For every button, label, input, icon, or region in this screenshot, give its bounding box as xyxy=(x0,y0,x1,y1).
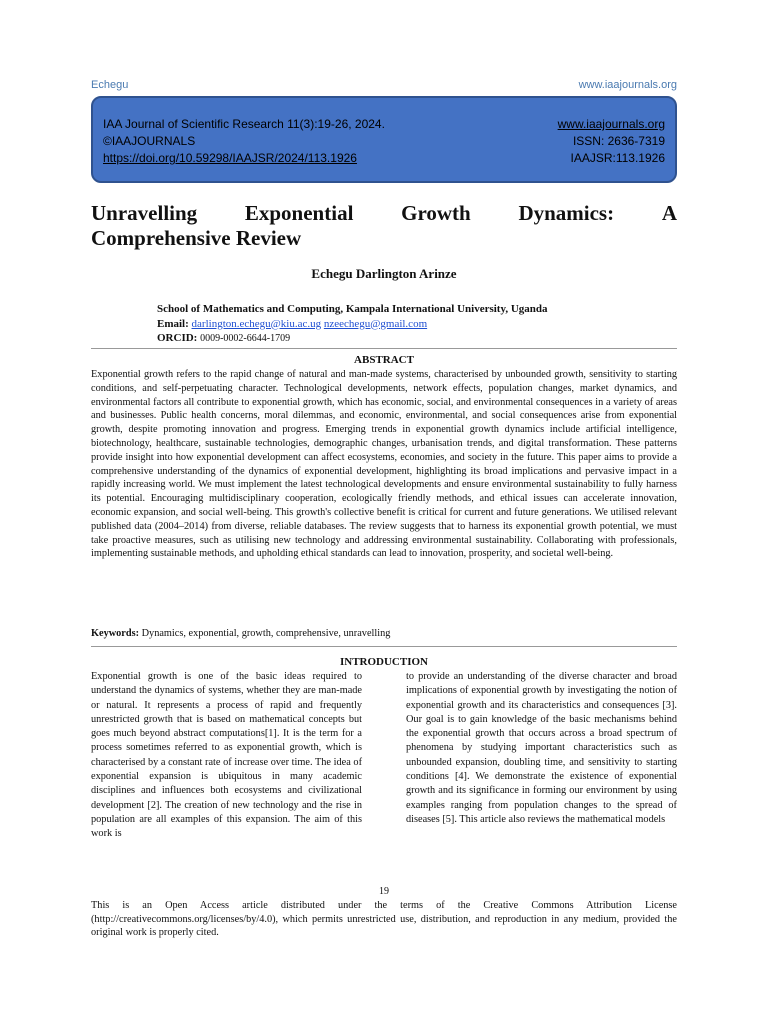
introduction-column-right: to provide an understanding of the diverse character and broad implications of exponential growth by investigating the notion of exponential growth and its characteristics and consequences [3]. Our goal is to gain knowledge of the basic mechanisms behind the exponential growth that occurs across a broad spectrum of phenomena by studying important characteristics such as unbounded expansion, doubling time, and sensitivity to starting conditions [4]. We demonstrate the existence of exponential growth and its significance in forming our environment by using examples ranging from population changes to the spread of diseases [5]. This article also reviews the mathematical models xyxy=(406,671,677,825)
article-title xyxy=(91,201,677,251)
email-link-2[interactable]: nzeechegu@gmail.com xyxy=(323,317,428,330)
title-word: Unravelling xyxy=(91,201,198,225)
orcid-line xyxy=(157,331,548,347)
abstract-top-rule xyxy=(91,348,677,349)
doi-link[interactable]: https://doi.org/10.59298/IAAJSR/2024/113.1926 xyxy=(103,151,357,165)
email-link-1[interactable]: darlington.echegu@kiu.ac.ug xyxy=(191,317,322,330)
keywords-text: Dynamics, exponential, growth, comprehensive, unravelling xyxy=(141,628,391,639)
abstract-text: Exponential growth refers to the rapid change of natural and man-made systems, characterised by unbounded growth, sensitivity to starting conditions, and self-perpetuating character. Technological developments, network effects, population changes, market dynamics, and environmental factors all contribute to exponential growth, which has economic, social, and environmental consequences in a variety of areas and businesses. Public health concerns, moral dilemmas, and economic, environmental, and social consequences arise from exponential growth, despite promoting innovation and progress. Emerging trends in exponential growth dynamics include artificial intelligence, biotechnology, healthcare, sustainable technologies, demographic changes, urbanisation trends, and digital transformation. These patterns provide insight into how exponential development can affect ecosystems, economies, and society in the future. This paper aims to provide a comprehensive understanding of the dynamics of exponential development, highlighting its broad implications and pervasive impact in a rapidly increasing world. We must implement the latest technological developments and ensure environmental sustainability to fully harness its potential. Encouraging multidisciplinary cooperation, ecologically friendly methods, and ethical issues can accelerate innovation, economic expansion, and social well-being. This growth's collective benefit is critical for current and future generations. We utilised relevant published data (2004–2014) from diverse, reliable databases. The review suggests that to harness its exponential growth potential, we must take proactive measures, such as utilising new technology and addressing environmental sustainability. Collaborating with professionals, implementing sustainable methods, and upholding ethical standards can lead to innovation, prosperity, and societal well-being. xyxy=(91,369,677,560)
page-number: 19 xyxy=(379,886,389,897)
orcid-value: 0009-0002-6644-1709 xyxy=(200,333,291,344)
email-line xyxy=(157,317,548,332)
issn: ISSN: 2636-7319 xyxy=(572,134,665,148)
running-header-author: Echegu xyxy=(91,79,129,91)
abstract-heading: ABSTRACT xyxy=(354,354,414,366)
title-line-2: Comprehensive Review xyxy=(91,226,302,250)
introduction-heading: INTRODUCTION xyxy=(339,656,428,668)
journal-website-link[interactable]: www.iaajournals.org xyxy=(557,117,665,131)
running-header-website[interactable]: www.iaajournals.org xyxy=(578,79,677,91)
title-word: Growth xyxy=(401,201,471,225)
title-word: Exponential xyxy=(244,201,354,225)
article-code: IAAJSR:113.1926 xyxy=(570,151,665,165)
license-footer: This is an Open Access article distributed under the terms of the Creative Commons Attribution License (http://creativecommons.org/licenses/by/4.0), which permits unrestricted use, distribution, and reproduction in any medium, provided the original work is properly cited. xyxy=(91,900,677,938)
journal-identifiers-block xyxy=(558,116,665,167)
keywords-bottom-rule xyxy=(91,646,677,647)
introduction-column-left: Exponential growth is one of the basic ideas required to understand the dynamics of systems, whether they are man-made or natural. It represents a process of rapid and frequently unrestricted growth that is based on mathematical concepts but goes much beyond abstract computations[1]. It is the term for a process sometimes referred to as exponential growth, which is characterised by a constant rate of increase over time. The idea of exponential expansion is ubiquitous in many academic disciplines and influences both ecosystems and civilizational development [2]. The creation of new technology and the rise in population are all examples of this expansion. The aim of this work is xyxy=(91,671,362,840)
orcid-label: ORCID: xyxy=(157,332,198,344)
keywords-line xyxy=(91,628,390,639)
affiliation-block xyxy=(157,302,548,347)
journal-citation: IAA Journal of Scientific Research 11(3):19-26, 2024. xyxy=(103,117,385,131)
keywords-label: Keywords: xyxy=(91,628,140,639)
title-word: A xyxy=(661,201,677,225)
affiliation-school: School of Mathematics and Computing, Kampala International University, Uganda xyxy=(157,303,548,315)
title-word: Dynamics: xyxy=(518,201,615,225)
author-name: Echegu Darlington Arinze xyxy=(311,266,457,281)
journal-citation-block xyxy=(103,116,385,167)
email-label: Email: xyxy=(157,317,189,330)
title-line-1 xyxy=(91,201,677,226)
journal-info-box xyxy=(91,96,677,183)
copyright-line: ©IAAJOURNALS xyxy=(103,134,196,148)
